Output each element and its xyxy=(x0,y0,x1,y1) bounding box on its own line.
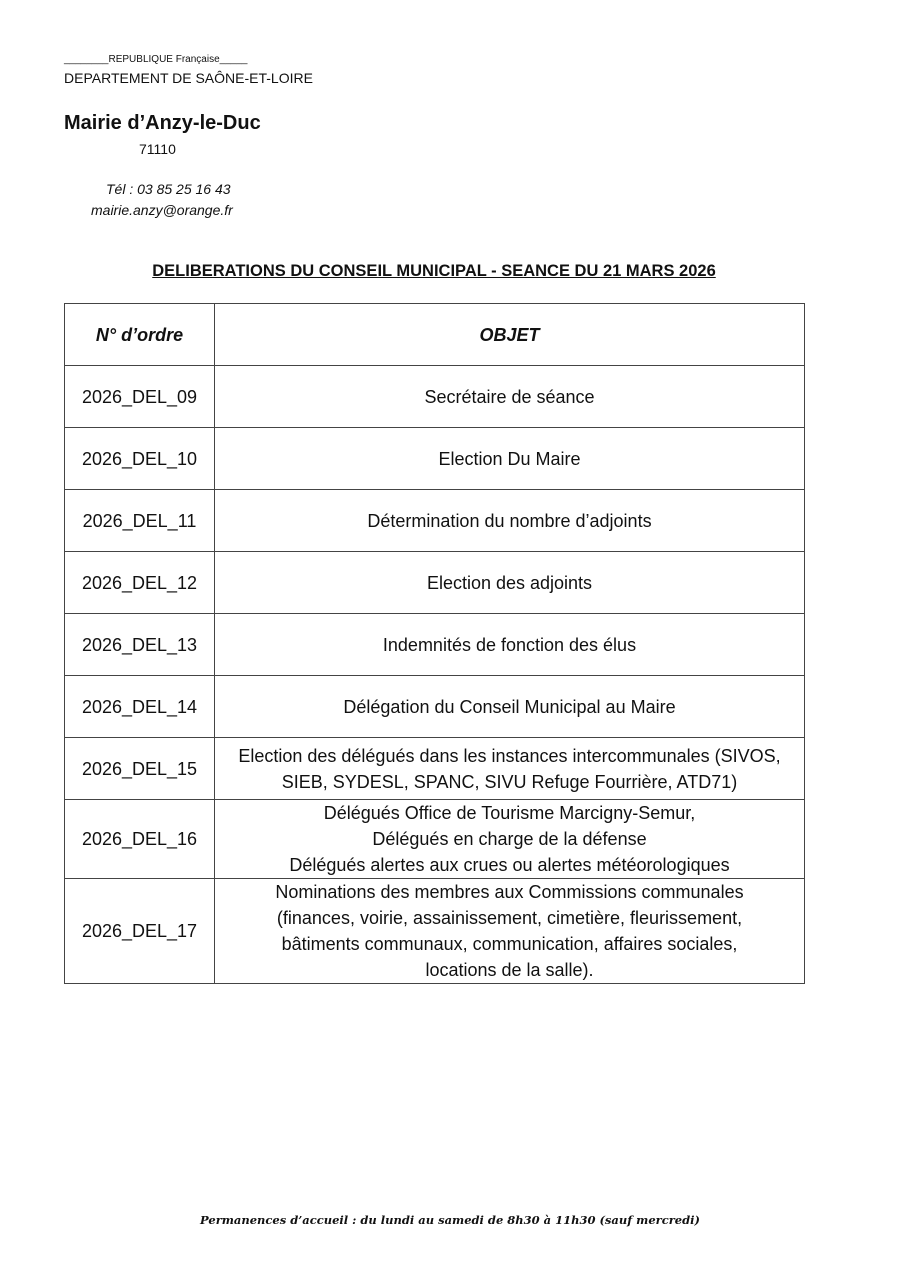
cell-objet xyxy=(215,800,805,879)
objet-line: Délégués Office de Tourisme Marcigny-Semur, xyxy=(323,803,696,823)
cell-objet xyxy=(215,879,805,984)
objet-line: Election des adjoints xyxy=(426,572,593,593)
table-row xyxy=(65,614,805,676)
cell-numero: 2026_DEL_12 xyxy=(65,552,215,614)
cell-objet xyxy=(215,614,805,676)
cell-numero: 2026_DEL_10 xyxy=(65,428,215,490)
table-row xyxy=(65,428,805,490)
column-header-numero: N° d’ordre xyxy=(65,304,215,366)
cell-numero: 2026_DEL_17 xyxy=(65,879,215,984)
objet-line: locations de la salle). xyxy=(425,960,594,980)
objet-line: Nominations des membres aux Commissions communales xyxy=(275,882,744,902)
page-title xyxy=(64,262,804,281)
cell-numero: 2026_DEL_09 xyxy=(65,366,215,428)
email-address: mairie.anzy@orange.fr xyxy=(91,202,233,218)
postal-code: 71110 xyxy=(139,141,176,157)
objet-line: Délégation du Conseil Municipal au Maire xyxy=(343,696,676,717)
table-row xyxy=(65,490,805,552)
page-title-text: DELIBERATIONS DU CONSEIL MUNICIPAL - SEANCE DU 21 MARS 2026 xyxy=(152,262,716,280)
objet-line: Secrétaire de séance xyxy=(424,386,595,407)
deliberations-table xyxy=(64,303,805,984)
objet-line: (finances, voirie, assainissement, cimetière, fleurissement, xyxy=(276,908,743,928)
objet-line: Indemnités de fonction des élus xyxy=(382,634,637,655)
table-row xyxy=(65,738,805,800)
table-row xyxy=(65,879,805,984)
column-header-objet: OBJET xyxy=(215,304,805,366)
objet-line: bâtiments communaux, communication, affaires sociales, xyxy=(281,934,738,954)
cell-objet xyxy=(215,552,805,614)
cell-numero: 2026_DEL_14 xyxy=(65,676,215,738)
objet-line: Délégués en charge de la défense xyxy=(372,829,647,849)
departement-line: DEPARTEMENT DE SAÔNE-ET-LOIRE xyxy=(64,70,313,86)
cell-objet xyxy=(215,738,805,800)
cell-numero: 2026_DEL_13 xyxy=(65,614,215,676)
cell-objet xyxy=(215,428,805,490)
footer-permanences: Permanences d’accueil : du lundi au samedi de 8h30 à 11h30 (sauf mercredi) xyxy=(200,1213,700,1227)
objet-line: Détermination du nombre d’adjoints xyxy=(367,510,652,531)
cell-numero: 2026_DEL_15 xyxy=(65,738,215,800)
telephone: Tél : 03 85 25 16 43 xyxy=(106,181,231,197)
objet-line: Election Du Maire xyxy=(438,448,581,469)
cell-numero: 2026_DEL_16 xyxy=(65,800,215,879)
objet-line: Election des délégués dans les instances intercommunales (SIVOS, xyxy=(238,745,781,766)
mairie-name: Mairie d’Anzy-le-Duc xyxy=(64,112,261,134)
cell-objet xyxy=(215,676,805,738)
table-row xyxy=(65,366,805,428)
table-row xyxy=(65,552,805,614)
cell-objet xyxy=(215,490,805,552)
objet-line: Délégués alertes aux crues ou alertes météorologiques xyxy=(289,855,730,875)
cell-numero: 2026_DEL_11 xyxy=(65,490,215,552)
cell-objet xyxy=(215,366,805,428)
objet-line: SIEB, SYDESL, SPANC, SIVU Refuge Fourrière, ATD71) xyxy=(281,771,738,792)
table-row xyxy=(65,800,805,879)
republique-line: ________REPUBLIQUE Française_____ xyxy=(64,54,248,65)
table-header-row xyxy=(65,304,805,366)
table-row xyxy=(65,676,805,738)
